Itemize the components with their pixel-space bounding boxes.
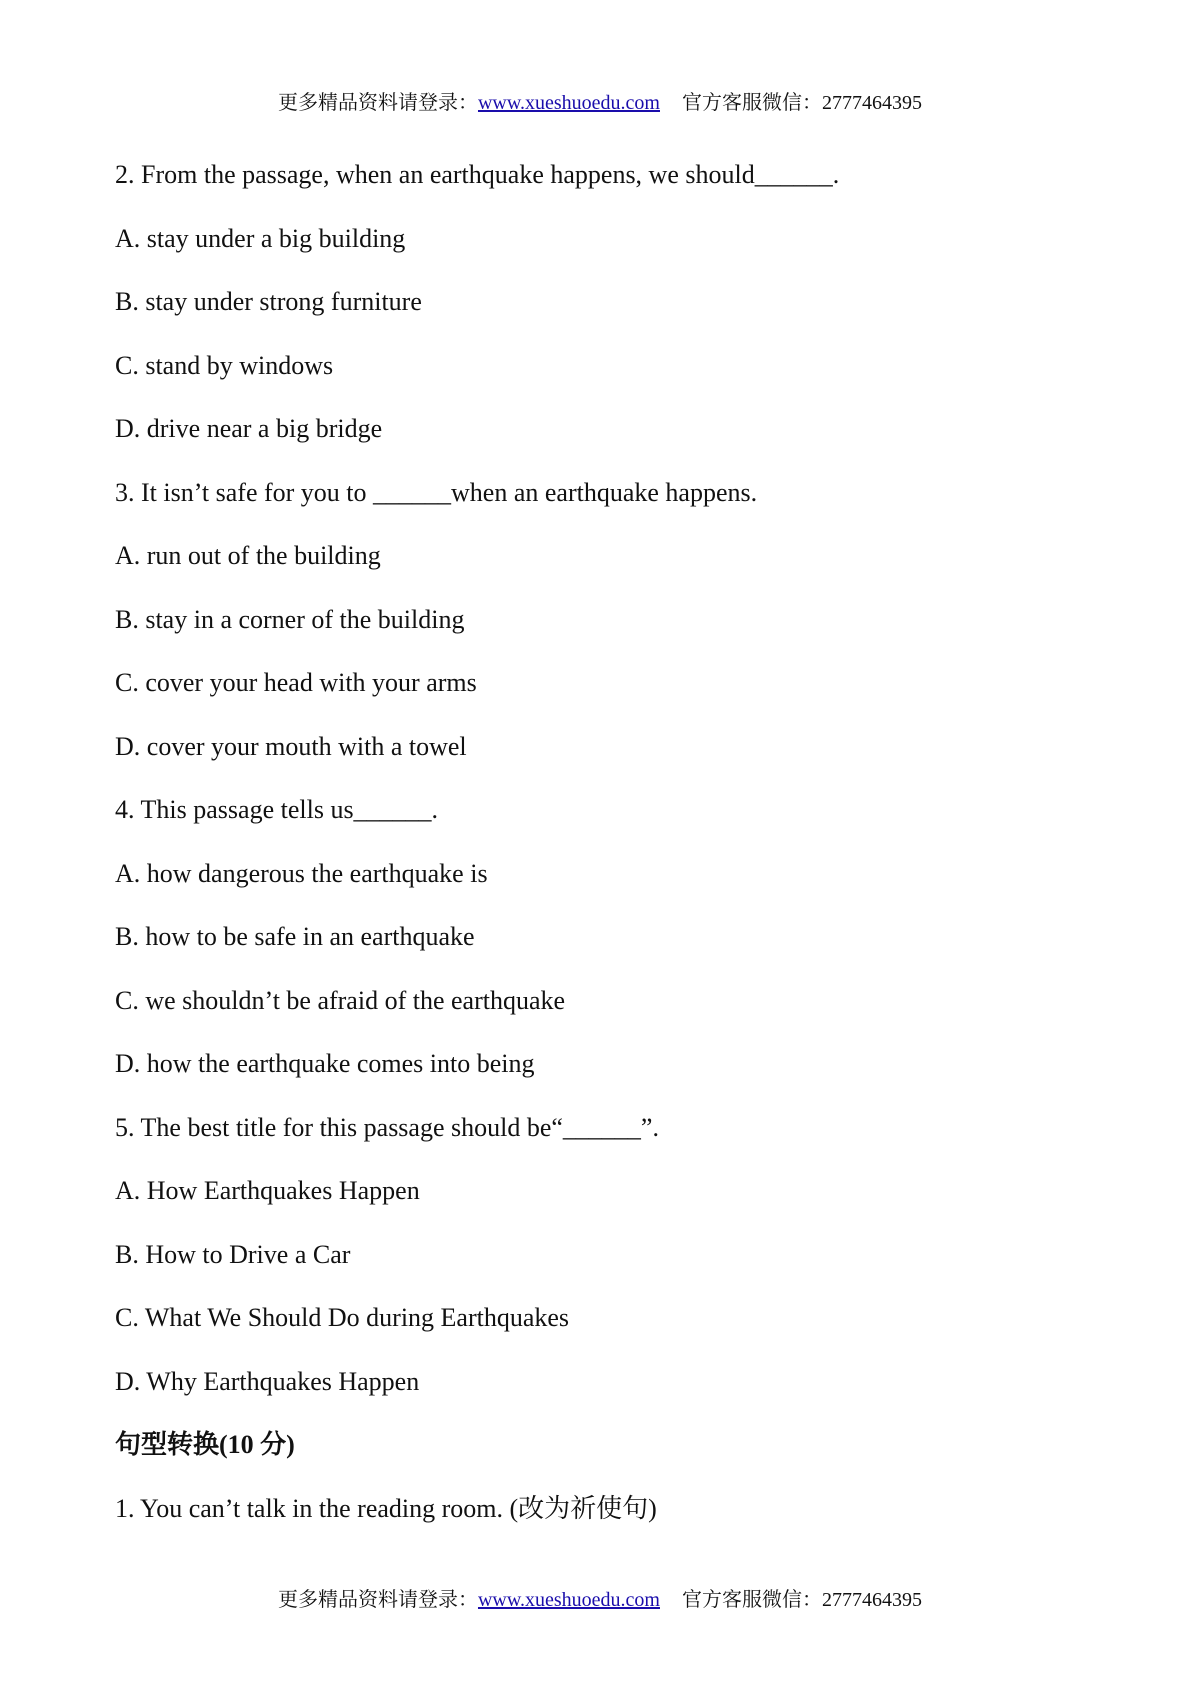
question-2: 2. From the passage, when an earthquake happens, we should______. [115,160,840,189]
question-3: 3. It isn’t safe for you to ______when an earthquake happens. [115,477,758,507]
q5-option-d: D. Why Earthquakes Happen [115,1366,420,1396]
q4-option-b: B. how to be safe in an earthquake [115,922,475,951]
page-header [0,86,1200,115]
document-body [115,158,1115,1555]
q5-option-a: A. How Earthquakes Happen [115,1176,420,1205]
q4-option-d: D. how the earthquake comes into being [115,1049,535,1078]
q2-option-a: A. stay under a big building [115,223,406,253]
footer-site-link[interactable]: www.xueshuoedu.com [477,1589,660,1611]
section-heading: 句型转换(10 分) [115,1430,295,1459]
q3-option-a: A. run out of the building [115,541,381,570]
q3-option-b: B. stay in a corner of the building [115,604,465,634]
q5-option-c: C. What We Should Do during Earthquakes [115,1303,570,1332]
transform-question-1: 1. You can’t talk in the reading room. (改为祈使句) [115,1493,657,1523]
q2-option-c: C. stand by windows [115,350,334,380]
q2-option-d: D. drive near a big bridge [115,414,383,443]
q2-option-b: B. stay under strong furniture [115,287,422,316]
q4-option-a: A. how dangerous the earthquake is [115,858,488,888]
header-site-link[interactable]: www.xueshuoedu.com [477,92,660,114]
page-footer [0,1583,1200,1612]
footer-prefix: 更多精品资料请登录： [277,1589,478,1611]
q5-option-b: B. How to Drive a Car [115,1239,351,1269]
question-5: 5. The best title for this passage should be“______”. [115,1112,659,1142]
q3-option-c: C. cover your head with your arms [115,668,477,697]
header-prefix: 更多精品资料请登录： [277,92,478,114]
header-service: 官方客服微信：2777464395 [682,92,922,114]
q4-option-c: C. we shouldn’t be afraid of the earthquake [115,985,566,1015]
question-4: 4. This passage tells us______. [115,795,439,824]
q3-option-d: D. cover your mouth with a towel [115,731,467,761]
footer-service: 官方客服微信：2777464395 [682,1589,922,1611]
